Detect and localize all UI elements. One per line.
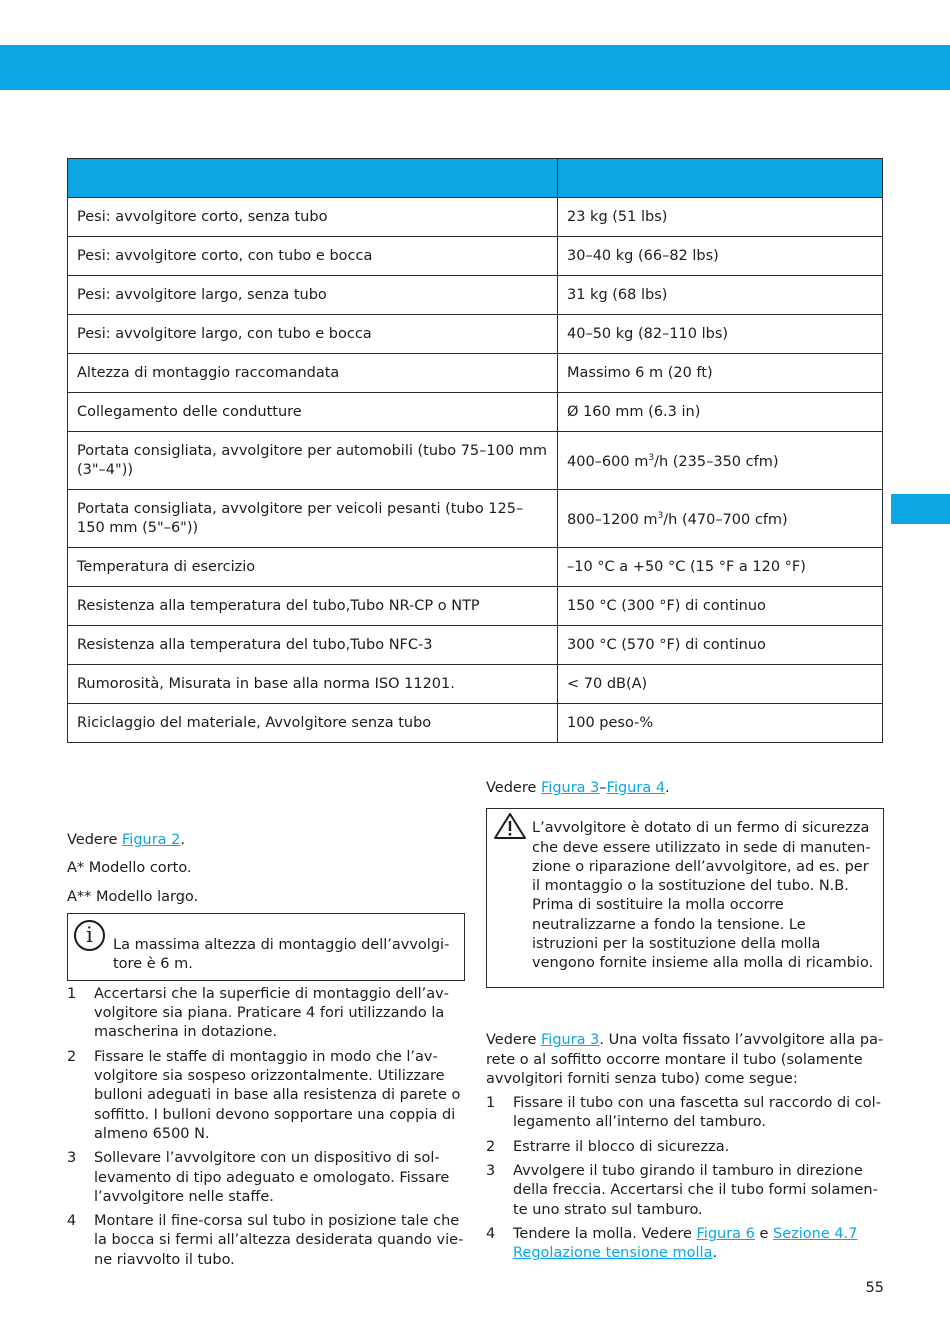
spec-value xyxy=(558,432,883,490)
list-item xyxy=(486,1094,884,1133)
spec-label: Portata consigliata, avvolgitore per veicoli pesanti (tubo 125–150 mm (5"–6")) xyxy=(68,490,558,548)
list-item xyxy=(486,1138,884,1157)
spec-value: –10 °C a +50 °C (15 °F a 120 °F) xyxy=(558,548,883,587)
step-number: 4 xyxy=(486,1225,496,1242)
table-row xyxy=(68,354,883,393)
spec-value: < 70 dB(A) xyxy=(558,665,883,704)
text: Tendere la molla. Vedere xyxy=(513,1225,697,1242)
spec-label: Rumorosità, Misurata in base alla norma ISO 11201. xyxy=(68,665,558,704)
list-item xyxy=(67,1149,465,1207)
mounting-section xyxy=(67,831,465,1275)
step-number: 3 xyxy=(67,1150,77,1167)
list-item xyxy=(67,1212,465,1270)
table-row xyxy=(68,587,883,626)
spec-value xyxy=(558,490,883,548)
hose-steps xyxy=(486,1094,884,1263)
chapter-tab xyxy=(891,494,950,524)
mounting-steps xyxy=(67,985,465,1270)
step-number: 1 xyxy=(67,985,77,1002)
spec-table xyxy=(67,158,883,743)
text: . xyxy=(180,832,186,848)
superscript: 3 xyxy=(657,511,664,521)
spec-value: 31 kg (68 lbs) xyxy=(558,276,883,315)
value-text: /h (470–700 cfm) xyxy=(663,512,788,528)
figure-3-link[interactable]: Figura 3 xyxy=(541,1032,600,1049)
figure-2-link[interactable]: Figura 2 xyxy=(122,832,181,848)
value-text: 800–1200 m xyxy=(567,512,658,528)
figure-3-link[interactable]: Figura 3 xyxy=(541,780,600,796)
spec-label: Pesi: avvolgitore largo, senza tubo xyxy=(68,276,558,315)
step-number: 1 xyxy=(486,1095,496,1112)
section-4-7-link[interactable]: Sezione 4.7 Regolazione tensione molla xyxy=(513,1225,858,1262)
spec-label: Temperatura di esercizio xyxy=(68,548,558,587)
header-band xyxy=(0,45,950,90)
spec-label: Altezza di montaggio raccomandata xyxy=(68,354,558,393)
list-item xyxy=(486,1225,884,1264)
header-cell-2 xyxy=(558,159,883,198)
step-text: Fissare il tubo con una fascetta sul raccordo di collegamento all’interno del tamburo. xyxy=(513,1095,881,1131)
warning-icon xyxy=(493,812,527,840)
value-text: 400–600 m xyxy=(567,454,649,470)
spec-value: Ø 160 mm (6.3 in) xyxy=(558,393,883,432)
spec-label: Pesi: avvolgitore corto, senza tubo xyxy=(68,198,558,237)
text: Vedere xyxy=(486,780,542,796)
spec-value: Massimo 6 m (20 ft) xyxy=(558,354,883,393)
step-text: Montare il fine-corsa sul tubo in posizione tale che la bocca si fermi all’altezza desiderata quando viene riavvolto il tubo. xyxy=(94,1213,464,1268)
table-row xyxy=(68,432,883,490)
table-row xyxy=(68,490,883,548)
spec-value: 100 peso-% xyxy=(558,704,883,743)
spec-label: Pesi: avvolgitore corto, con tubo e bocca xyxy=(68,237,558,276)
figure-6-link[interactable]: Figura 6 xyxy=(696,1225,755,1242)
text: . Una volta fissato l’avvolgitore alla parete o al soffitto occorre montare il tubo (solamente avvolgitori forniti senza tubo) come segue: xyxy=(486,1032,884,1087)
hose-intro xyxy=(486,1031,884,1089)
text: Vedere xyxy=(486,1032,542,1049)
text: . xyxy=(665,780,670,796)
table-row xyxy=(68,626,883,665)
step-number: 4 xyxy=(67,1213,77,1230)
table-row xyxy=(68,198,883,237)
step-text: Fissare le staffe di montaggio in modo che l’avvolgitore sia sospeso orizzontalmente. Utilizzare bulloni adeguati in base alla resistenza di parete o soffitto. I bulloni devono sopportare una coppia di almeno 6500 N. xyxy=(94,1048,461,1142)
step-number: 2 xyxy=(67,1048,77,1065)
see-figure-line xyxy=(67,831,465,850)
step-text: Sollevare l’avvolgitore con un dispositivo di sollevamento di tipo adeguato e omologato. Fissare l’avvolgitore nelle staffe. xyxy=(94,1150,450,1205)
model-long-line: A** Modello largo. xyxy=(67,888,199,905)
spec-table-header xyxy=(68,159,883,198)
spec-label: Riciclaggio del materiale, Avvolgitore senza tubo xyxy=(68,704,558,743)
step-number: 2 xyxy=(486,1138,496,1155)
table-row xyxy=(68,704,883,743)
spec-value: 300 °C (570 °F) di continuo xyxy=(558,626,883,665)
value-text: /h (235–350 cfm) xyxy=(654,454,779,470)
step-text: Avvolgere il tubo girando il tamburo in direzione della freccia. Accertarsi che il tubo formi solamente uno strato sul tamburo. xyxy=(513,1163,878,1218)
see-figure-line xyxy=(486,779,884,798)
table-row xyxy=(68,315,883,354)
list-item xyxy=(67,1048,465,1144)
page-number: 55 xyxy=(865,1280,884,1296)
spec-label: Pesi: avvolgitore largo, con tubo e bocca xyxy=(68,315,558,354)
list-item xyxy=(67,985,465,1043)
info-note-text: La massima altezza di montaggio dell’avvolgitore è 6 m. xyxy=(113,936,450,973)
info-icon: i xyxy=(74,920,105,951)
step-text: Estrarre il blocco di sicurezza. xyxy=(513,1138,730,1155)
step-text: Accertarsi che la superficie di montaggio dell’avvolgitore sia piana. Praticare 4 fori utilizzando la mascherina in dotazione. xyxy=(94,985,449,1041)
model-short-line: A* Modello corto. xyxy=(67,860,192,877)
figure-4-link[interactable]: Figura 4 xyxy=(606,780,666,796)
list-item xyxy=(486,1162,884,1220)
info-note xyxy=(67,913,465,981)
header-cell-1 xyxy=(68,159,558,198)
spec-value: 23 kg (51 lbs) xyxy=(558,198,883,237)
spec-value: 30–40 kg (66–82 lbs) xyxy=(558,237,883,276)
table-row xyxy=(68,276,883,315)
spec-label: Resistenza alla temperatura del tubo,Tubo NFC-3 xyxy=(68,626,558,665)
text: – xyxy=(599,780,607,796)
spec-value: 40–50 kg (82–110 lbs) xyxy=(558,315,883,354)
table-row xyxy=(68,237,883,276)
spec-label: Portata consigliata, avvolgitore per automobili (tubo 75–100 mm (3"–4")) xyxy=(68,432,558,490)
spec-label: Collegamento delle condutture xyxy=(68,393,558,432)
warning-note xyxy=(486,808,884,988)
spec-label: Resistenza alla temperatura del tubo,Tubo NR-CP o NTP xyxy=(68,587,558,626)
table-row xyxy=(68,393,883,432)
text: Vedere xyxy=(67,832,123,848)
text: e xyxy=(754,1225,774,1242)
hose-section xyxy=(486,779,884,1269)
spec-value: 150 °C (300 °F) di continuo xyxy=(558,587,883,626)
step-number: 3 xyxy=(486,1163,496,1180)
superscript: 3 xyxy=(648,453,655,463)
table-row xyxy=(68,665,883,704)
text: . xyxy=(712,1245,718,1262)
table-row xyxy=(68,548,883,587)
warning-note-text: L’avvolgitore è dotato di un fermo di sicurezza che deve essere utilizzato in sede di manutenzione o riparazione dell’avvolgitore, ad es. per il montaggio o la sostituzione del tubo. N.B. Prima di sostituire la molla occorre neutralizzarne a fondo la tensione. Le istruzioni per la sostituzione della molla vengono fornite insieme alla molla di ricambio. xyxy=(532,820,874,972)
